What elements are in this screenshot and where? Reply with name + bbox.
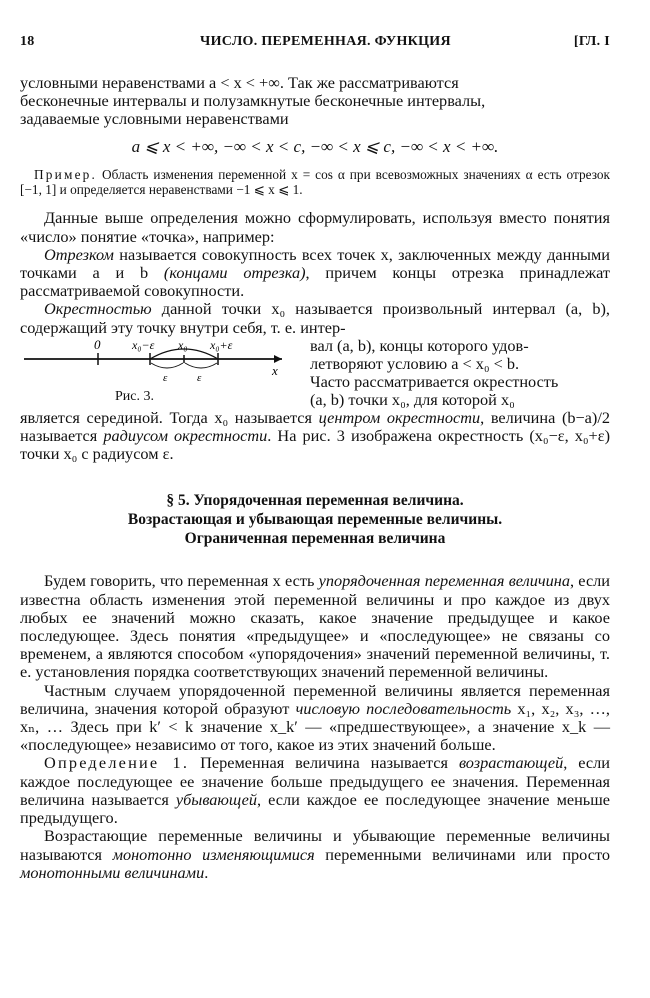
section-heading xyxy=(20,491,610,548)
section-title-line-3: Ограниченная переменная величина xyxy=(184,530,446,548)
figure-side-text xyxy=(310,337,610,410)
segment-text-1: называется совокупность всех точек x, заключенных между данными точками a и b xyxy=(20,244,610,283)
example-text: Область изменения переменной x = cos α при всевозможных значениях α есть отрезок [−1, 1] и определяется неравенствами −1 ⩽ x ⩽ 1. xyxy=(20,166,610,198)
center-term: центром окрестности xyxy=(318,407,481,427)
side-line-1: вал (a, b), концы которого удов- xyxy=(310,335,529,355)
chapter-label: [ГЛ. I xyxy=(573,34,610,49)
side-line-4: (a, b) точки x₀, для которой x₀ xyxy=(310,390,515,410)
definition-1-paragraph xyxy=(20,754,610,827)
label-o: 0 xyxy=(94,336,101,352)
side-line-3: Часто рассматривается окрестность xyxy=(310,372,559,392)
label-x0: x₀ xyxy=(178,337,188,352)
epsilon-brace-right xyxy=(185,363,217,368)
page-number: 18 xyxy=(20,34,35,49)
monotone-paragraph xyxy=(20,827,610,882)
ordered-variable-paragraph xyxy=(20,572,610,681)
sequence-text-2: x₁, x₂, x₃, …, xₙ, … Здесь при k′ < k значение x_k′ — «предшествующее», а значение x_k — «последующее» независимо от того, какое из этих значений больше. xyxy=(20,698,611,755)
point-paragraph: Данные выше определения можно сформулировать, используя вместо понятия «число» понятие «точка», например: xyxy=(20,208,610,246)
axis-arrow xyxy=(274,355,282,363)
example-label: Пример. xyxy=(34,166,98,182)
label-eps-right: ε xyxy=(197,371,202,384)
ordered-term: упорядоченная переменная величина xyxy=(318,571,570,591)
intro-line-3: задаваемые условными неравенствами xyxy=(20,109,289,129)
monotone-term-2: монотонными величинами xyxy=(20,862,205,882)
figure-block xyxy=(20,337,610,409)
segment-text-2: , причем концы отрезка принадлежат рассматриваемой совокупности. xyxy=(20,263,610,301)
radius-term: радиусом окрестности xyxy=(103,426,268,446)
infinite-interval-formula: a ⩽ x < +∞, −∞ < x < c, −∞ < x ⩽ c, −∞ < x < +∞. xyxy=(131,136,499,156)
page-header xyxy=(20,34,610,56)
monotone-text-1: Возрастающие переменные величины и убывающие переменные величины называются xyxy=(20,826,610,864)
neighborhood-term: Окрестностью xyxy=(44,299,152,319)
book-page xyxy=(20,34,610,882)
segment-ends: (концами отрезка) xyxy=(163,263,306,283)
sequence-term: числовую последовательность xyxy=(295,698,512,718)
running-title: ЧИСЛО. ПЕРЕМЕННАЯ. ФУНКЦИЯ xyxy=(200,34,451,49)
epsilon-brace-left xyxy=(151,363,183,368)
ordered-text-2: , если известна область изменения этой переменной величины и про каждое из двух любых ее значений можно сказать, какое значение предыдущее и какое последующее. Здесь понятия «предыдущее» и «последующее» не связаны со временем, а являются способом «упорядочения» значений переменной величины, т. е. установления порядка соответствующих значений переменной величины. xyxy=(20,571,611,682)
page-body xyxy=(20,74,610,882)
segment-definition xyxy=(20,246,610,301)
increasing-term: возрастающей xyxy=(458,753,564,773)
intro-paragraph xyxy=(20,74,610,129)
after-fig-text-1: является серединой. Тогда x₀ называется xyxy=(20,407,319,427)
section-title-line-1: § 5. Упорядоченная переменная величина. xyxy=(166,492,464,510)
figure-caption: Рис. 3. xyxy=(115,388,154,404)
definition-text-2: , если каждое последующее ее значение больше предыдущего ее значения. Переменная величина называется xyxy=(20,753,611,809)
definition-text-1: Переменная величина называется xyxy=(189,753,459,773)
monotone-text-2: переменными величинами или просто xyxy=(314,844,610,864)
intro-line-1: условными неравенствами a < x < +∞. Так же рассматриваются xyxy=(20,73,459,92)
example-paragraph xyxy=(20,167,610,198)
after-figure-paragraph xyxy=(20,409,610,464)
definition-label: Определение 1. xyxy=(44,753,190,773)
after-fig-text-3: . На рис. 3 изображена окрестность (x₀−ε, x₀+ε) точки x₀ с радиусом ε. xyxy=(20,426,610,464)
intro-line-2: бесконечные интервалы и полузамкнутые бесконечные интервалы, xyxy=(20,91,486,111)
segment-term: Отрезком xyxy=(44,244,114,264)
sequence-paragraph xyxy=(20,682,610,755)
sequence-text-1: Частным случаем упорядоченной переменной величины является переменная величина, значения которой образуют xyxy=(20,680,610,718)
decreasing-term: убывающей xyxy=(175,789,257,809)
monotone-term-1: монотонно изменяющимися xyxy=(112,844,315,864)
label-x0-minus-eps: x₀−ε xyxy=(132,337,155,352)
label-x0-plus-eps: x₀+ε xyxy=(210,337,233,352)
side-line-2: летворяют условию a < x₀ < b. xyxy=(310,354,520,374)
neighborhood-figure xyxy=(20,337,288,409)
neighborhood-definition xyxy=(20,300,610,336)
label-x-axis: x xyxy=(272,362,278,378)
monotone-text-3: . xyxy=(204,862,209,882)
neighborhood-text: данной точки x₀ называется произвольный интервал (a, b), содержащий эту точку внутри себя, т. е. интер- xyxy=(20,299,610,337)
after-fig-text-2: , величина (b−a)/2 называется xyxy=(20,407,610,446)
section-title-line-2: Возрастающая и убывающая переменные величины. xyxy=(127,511,503,529)
ordered-text-1: Будем говорить, что переменная x есть xyxy=(44,571,319,591)
definition-text-3: , если каждое ее последующее значение меньше предыдущего. xyxy=(20,789,610,828)
label-eps-left: ε xyxy=(163,371,168,384)
